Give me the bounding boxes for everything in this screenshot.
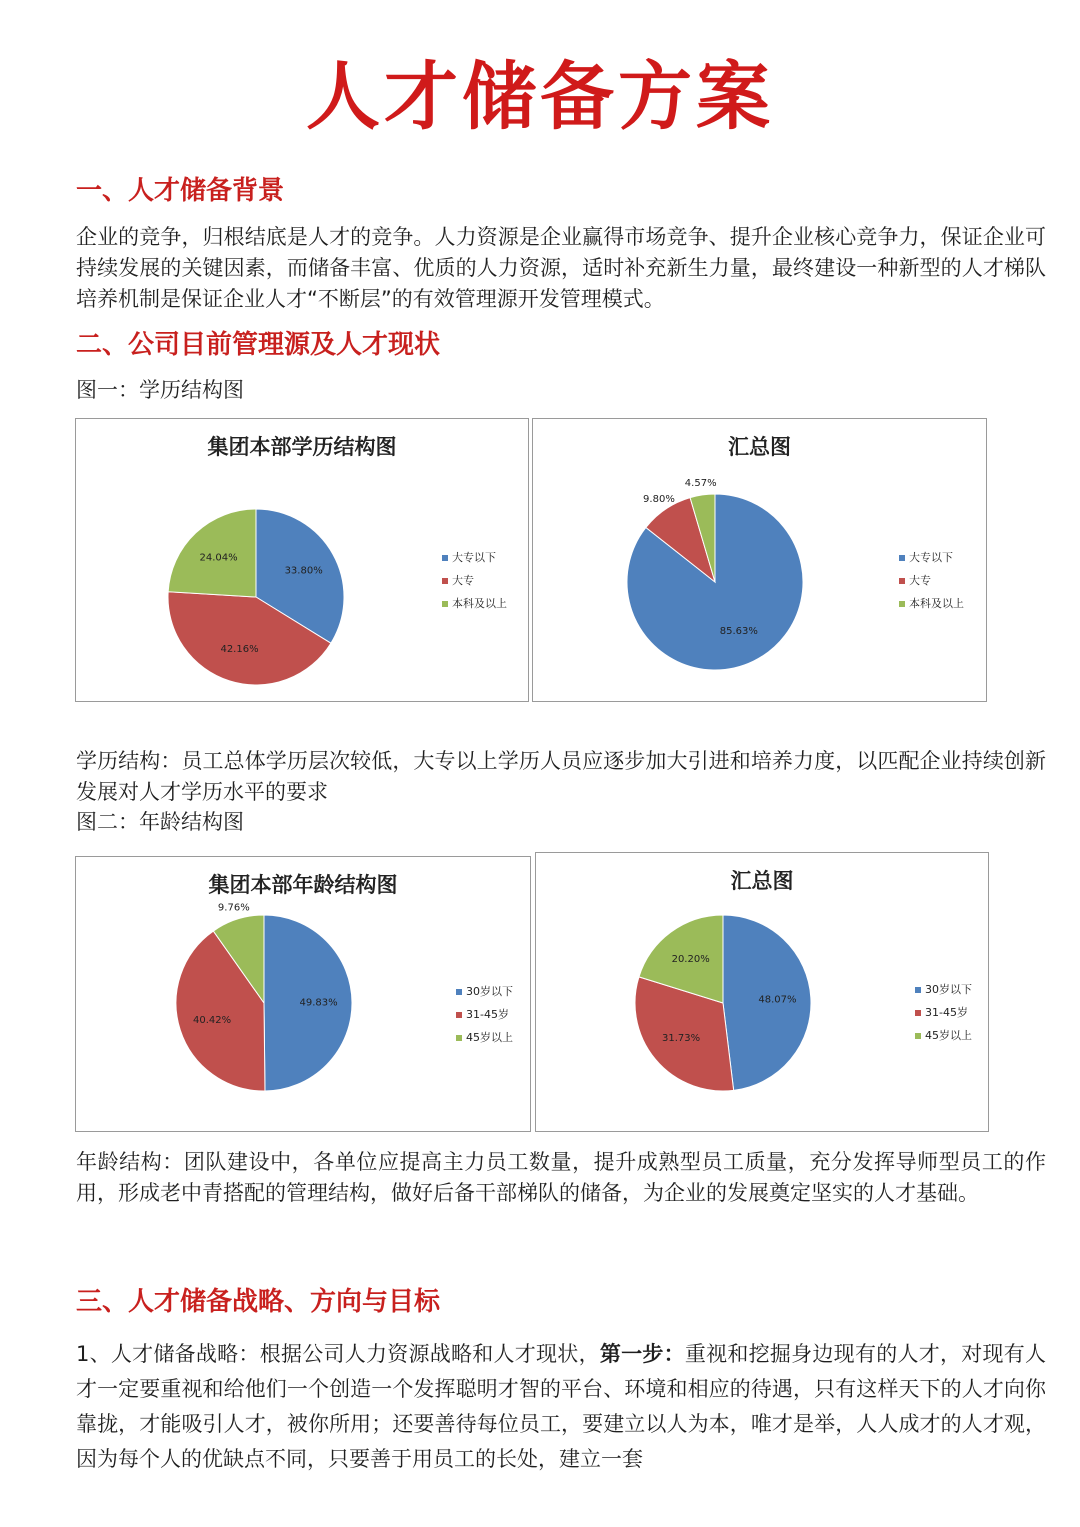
legend-swatch <box>456 1035 462 1041</box>
age-structure-chart <box>75 856 531 1132</box>
legend-swatch <box>915 987 921 993</box>
legend-swatch <box>456 1012 462 1018</box>
pie-data-label: 85.63% <box>719 626 758 638</box>
legend-item <box>442 592 507 615</box>
legend-item <box>899 546 964 569</box>
section-3-body-lead: 1、人才储备战略：根据公司人力资源战略和人才现状， <box>76 1342 600 1366</box>
legend-item <box>456 980 513 1003</box>
pie-data-label: 4.57% <box>684 478 717 490</box>
chart-title: 汇总图 <box>730 868 794 893</box>
legend-swatch <box>456 989 462 995</box>
legend-label: 大专 <box>452 574 474 587</box>
legend-label: 本科及以上 <box>909 597 964 610</box>
legend-swatch <box>899 601 905 607</box>
chart-legend <box>456 980 513 1049</box>
legend-swatch <box>915 1010 921 1016</box>
legend-item <box>899 569 964 592</box>
age-summary-chart <box>535 852 989 1132</box>
chart-legend <box>442 546 507 615</box>
legend-swatch <box>442 601 448 607</box>
pie-data-label: 49.83% <box>299 997 338 1009</box>
pie-data-label: 31.73% <box>662 1032 701 1044</box>
legend-label: 45岁以上 <box>466 1031 513 1044</box>
legend-swatch <box>442 578 448 584</box>
chart-title: 集团本部学历结构图 <box>207 434 397 459</box>
legend-label: 31-45岁 <box>466 1008 509 1021</box>
legend-item <box>915 1024 972 1047</box>
legend-item <box>915 978 972 1001</box>
page-title: 人才储备方案 <box>306 54 774 140</box>
figure-1-caption: 图一：学历结构图 <box>76 378 244 402</box>
legend-item <box>442 546 507 569</box>
legend-swatch <box>915 1033 921 1039</box>
legend-swatch <box>899 578 905 584</box>
pie-data-label: 20.20% <box>671 954 710 966</box>
section-1-body: 企业的竞争，归根结底是人才的竞争。人力资源是企业赢得市场竞争、提升企业核心竞争力，保证企业可持续发展的关键因素，而储备丰富、优质的人力资源，适时补充新生力量，最终建设一种新型的人才梯队培养机制是保证企业人才“不断层”的有效管理源开发管理模式。 <box>76 225 1046 311</box>
legend-item <box>456 1026 513 1049</box>
chart-title: 汇总图 <box>728 434 791 459</box>
legend-label: 31-45岁 <box>925 1006 968 1019</box>
legend-item <box>899 592 964 615</box>
pie-data-label: 42.16% <box>220 644 259 656</box>
chart-title: 集团本部年龄结构图 <box>208 872 398 897</box>
figure-2-note: 年龄结构：团队建设中，各单位应提高主力员工数量，提升成熟型员工质量，充分发挥导师型员工的作用，形成老中青搭配的管理结构，做好后备干部梯队的储备，为企业的发展奠定坚实的人才基础。 <box>76 1150 1046 1205</box>
legend-label: 30岁以下 <box>466 985 513 998</box>
education-structure-chart <box>75 418 529 702</box>
figure-2-caption: 图二：年龄结构图 <box>76 810 244 834</box>
pie-data-label: 48.07% <box>758 994 797 1006</box>
legend-swatch <box>899 555 905 561</box>
legend-label: 大专以下 <box>909 551 953 564</box>
figure-1-note: 学历结构：员工总体学历层次较低，大专以上学历人员应逐步加大引进和培养力度，以匹配企业持续创新发展对人才学历水平的要求 <box>76 749 1046 804</box>
legend-label: 本科及以上 <box>452 597 507 610</box>
section-3-heading: 三、人才储备战略、方向与目标 <box>76 1287 441 1317</box>
legend-label: 30岁以下 <box>925 983 972 996</box>
legend-label: 大专以下 <box>452 551 496 564</box>
legend-label: 大专 <box>909 574 931 587</box>
section-3-body-rest: 重视和挖掘身边现有的人才，对现有人才一定要重视和给他们一个创造一个发挥聪明才智的平台、环境和相应的待遇，只有这样天下的人才向你靠拢，才能吸引人才，被你所用；还要善待每位员工，要建立以人为本，唯才是举，人人成才的人才观，因为每个人的优缺点不同，只要善于用员工的长处，建立一套 <box>76 1342 1047 1471</box>
pie-data-label: 33.80% <box>284 565 323 577</box>
section-3-body-step: 第一步： <box>599 1342 685 1366</box>
legend-item <box>442 569 507 592</box>
section-2-heading: 二、公司目前管理源及人才现状 <box>76 330 441 360</box>
chart-legend <box>899 546 964 615</box>
pie-data-label: 24.04% <box>199 552 238 564</box>
legend-swatch <box>442 555 448 561</box>
education-summary-chart <box>532 418 987 702</box>
legend-label: 45岁以上 <box>925 1029 972 1042</box>
pie-data-label: 9.80% <box>643 494 675 506</box>
chart-legend <box>915 978 972 1047</box>
section-1-heading: 一、人才储备背景 <box>76 176 285 206</box>
pie-data-label: 9.76% <box>217 902 250 914</box>
pie-data-label: 40.42% <box>193 1014 232 1026</box>
section-3-body <box>76 1337 1046 1477</box>
legend-item <box>456 1003 513 1026</box>
legend-item <box>915 1001 972 1024</box>
